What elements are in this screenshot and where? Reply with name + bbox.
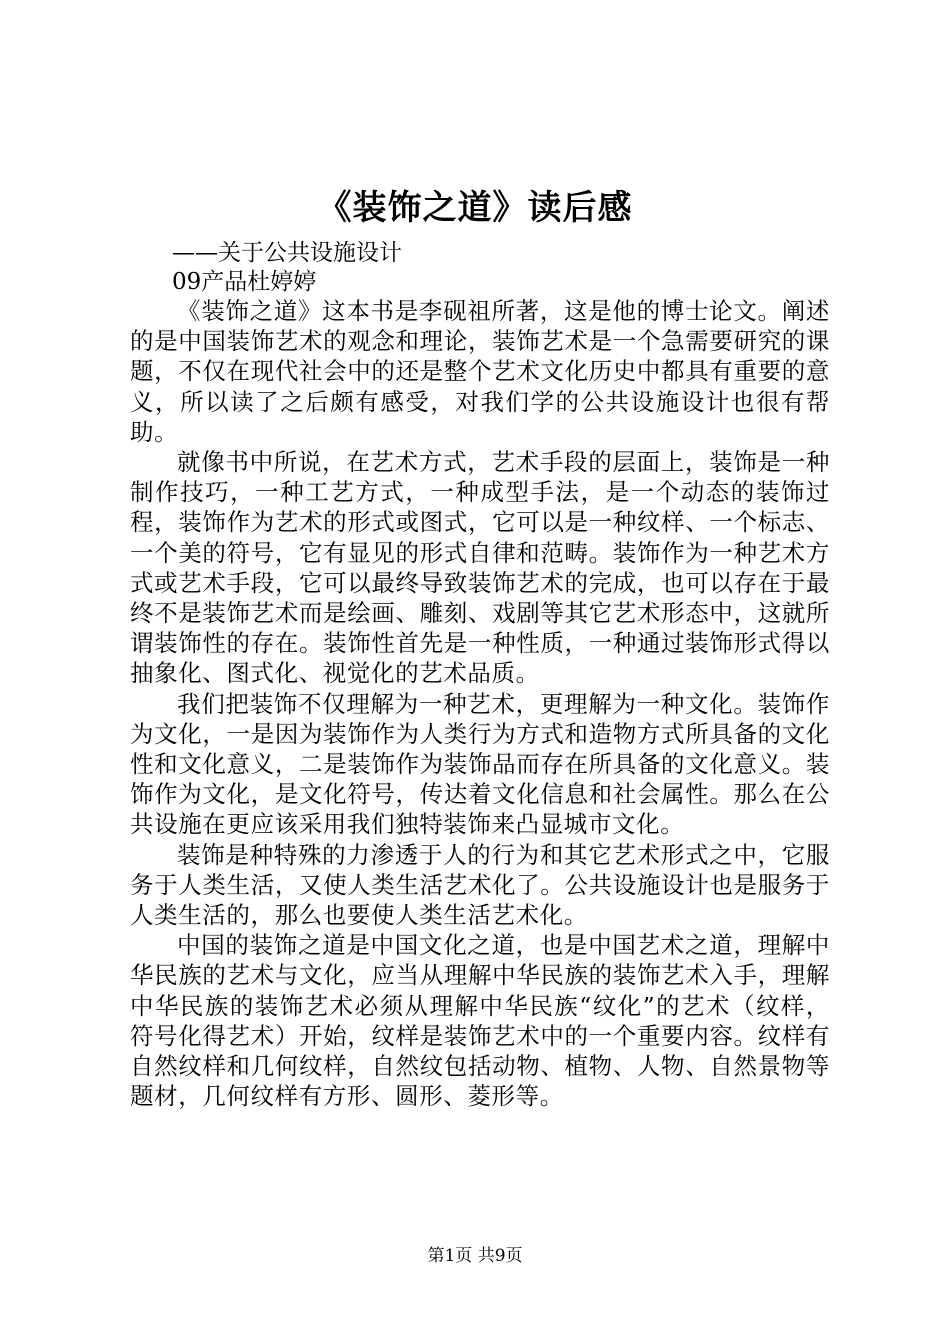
paragraph-2: 就像书中所说，在艺术方式，艺术手段的层面上，装饰是一种制作技巧，一种工艺方式，一种成型手法，是一个动态的装饰过程，装饰作为艺术的形式或图式，它可以是一种纹样、一个标志、一个美的符号，它有显见的形式自律和范畴。装饰作为一种艺术方式或艺术手段，它可以最终导致装饰艺术的完成，也可以存在于最终不是装饰艺术而是绘画、雕刻、戏剧等其它艺术形态中，这就所谓装饰性的存在。装饰性首先是一种性质，一种通过装饰形式得以抽象化、图式化、视觉化的艺术品质。 (130, 448, 830, 688)
document-body (130, 296, 830, 1111)
document-author: 09产品杜婷婷 (172, 269, 317, 295)
document-title: 《装饰之道》读后感 (317, 188, 633, 228)
paragraph-5: 中国的装饰之道是中国文化之道，也是中国艺术之道，理解中华民族的艺术与文化，应当从理解中华民族的装饰艺术入手，理解中华民族的装饰艺术必须从理解中华民族“纹化”的艺术（纹样，符号化得艺术）开始，纹样是装饰艺术中的一个重要内容。纹样有自然纹样和几何纹样，自然纹包括动物、植物、人物、自然景物等题材，几何纹样有方形、圆形、菱形等。 (130, 931, 830, 1111)
document-subtitle: ——关于公共设施设计 (172, 240, 402, 266)
paragraph-1: 《装饰之道》这本书是李砚祖所著，这是他的博士论文。阐述的是中国装饰艺术的观念和理论，装饰艺术是一个急需要研究的课题，不仅在现代社会中的还是整个艺术文化历史中都具有重要的意义，所以读了之后颇有感受，对我们学的公共设施设计也很有帮助。 (130, 297, 830, 446)
paragraph-3: 我们把装饰不仅理解为一种艺术，更理解为一种文化。装饰作为文化，一是因为装饰作为人类行为方式和造物方式所具备的文化性和文化意义，二是装饰作为装饰品而存在所具备的文化意义。装饰作为文化，是文化符号，传达着文化信息和社会属性。那么在公共设施在更应该采用我们独特装饰来凸显城市文化。 (130, 689, 830, 839)
page-footer: 第1页 共9页 (427, 1246, 523, 1266)
paragraph-4: 装饰是种特殊的力渗透于人的行为和其它艺术形式之中，它服务于人类生活，又使人类生活艺术化了。公共设施设计也是服务于人类生活的，那么也要使人类生活艺术化。 (130, 840, 830, 930)
